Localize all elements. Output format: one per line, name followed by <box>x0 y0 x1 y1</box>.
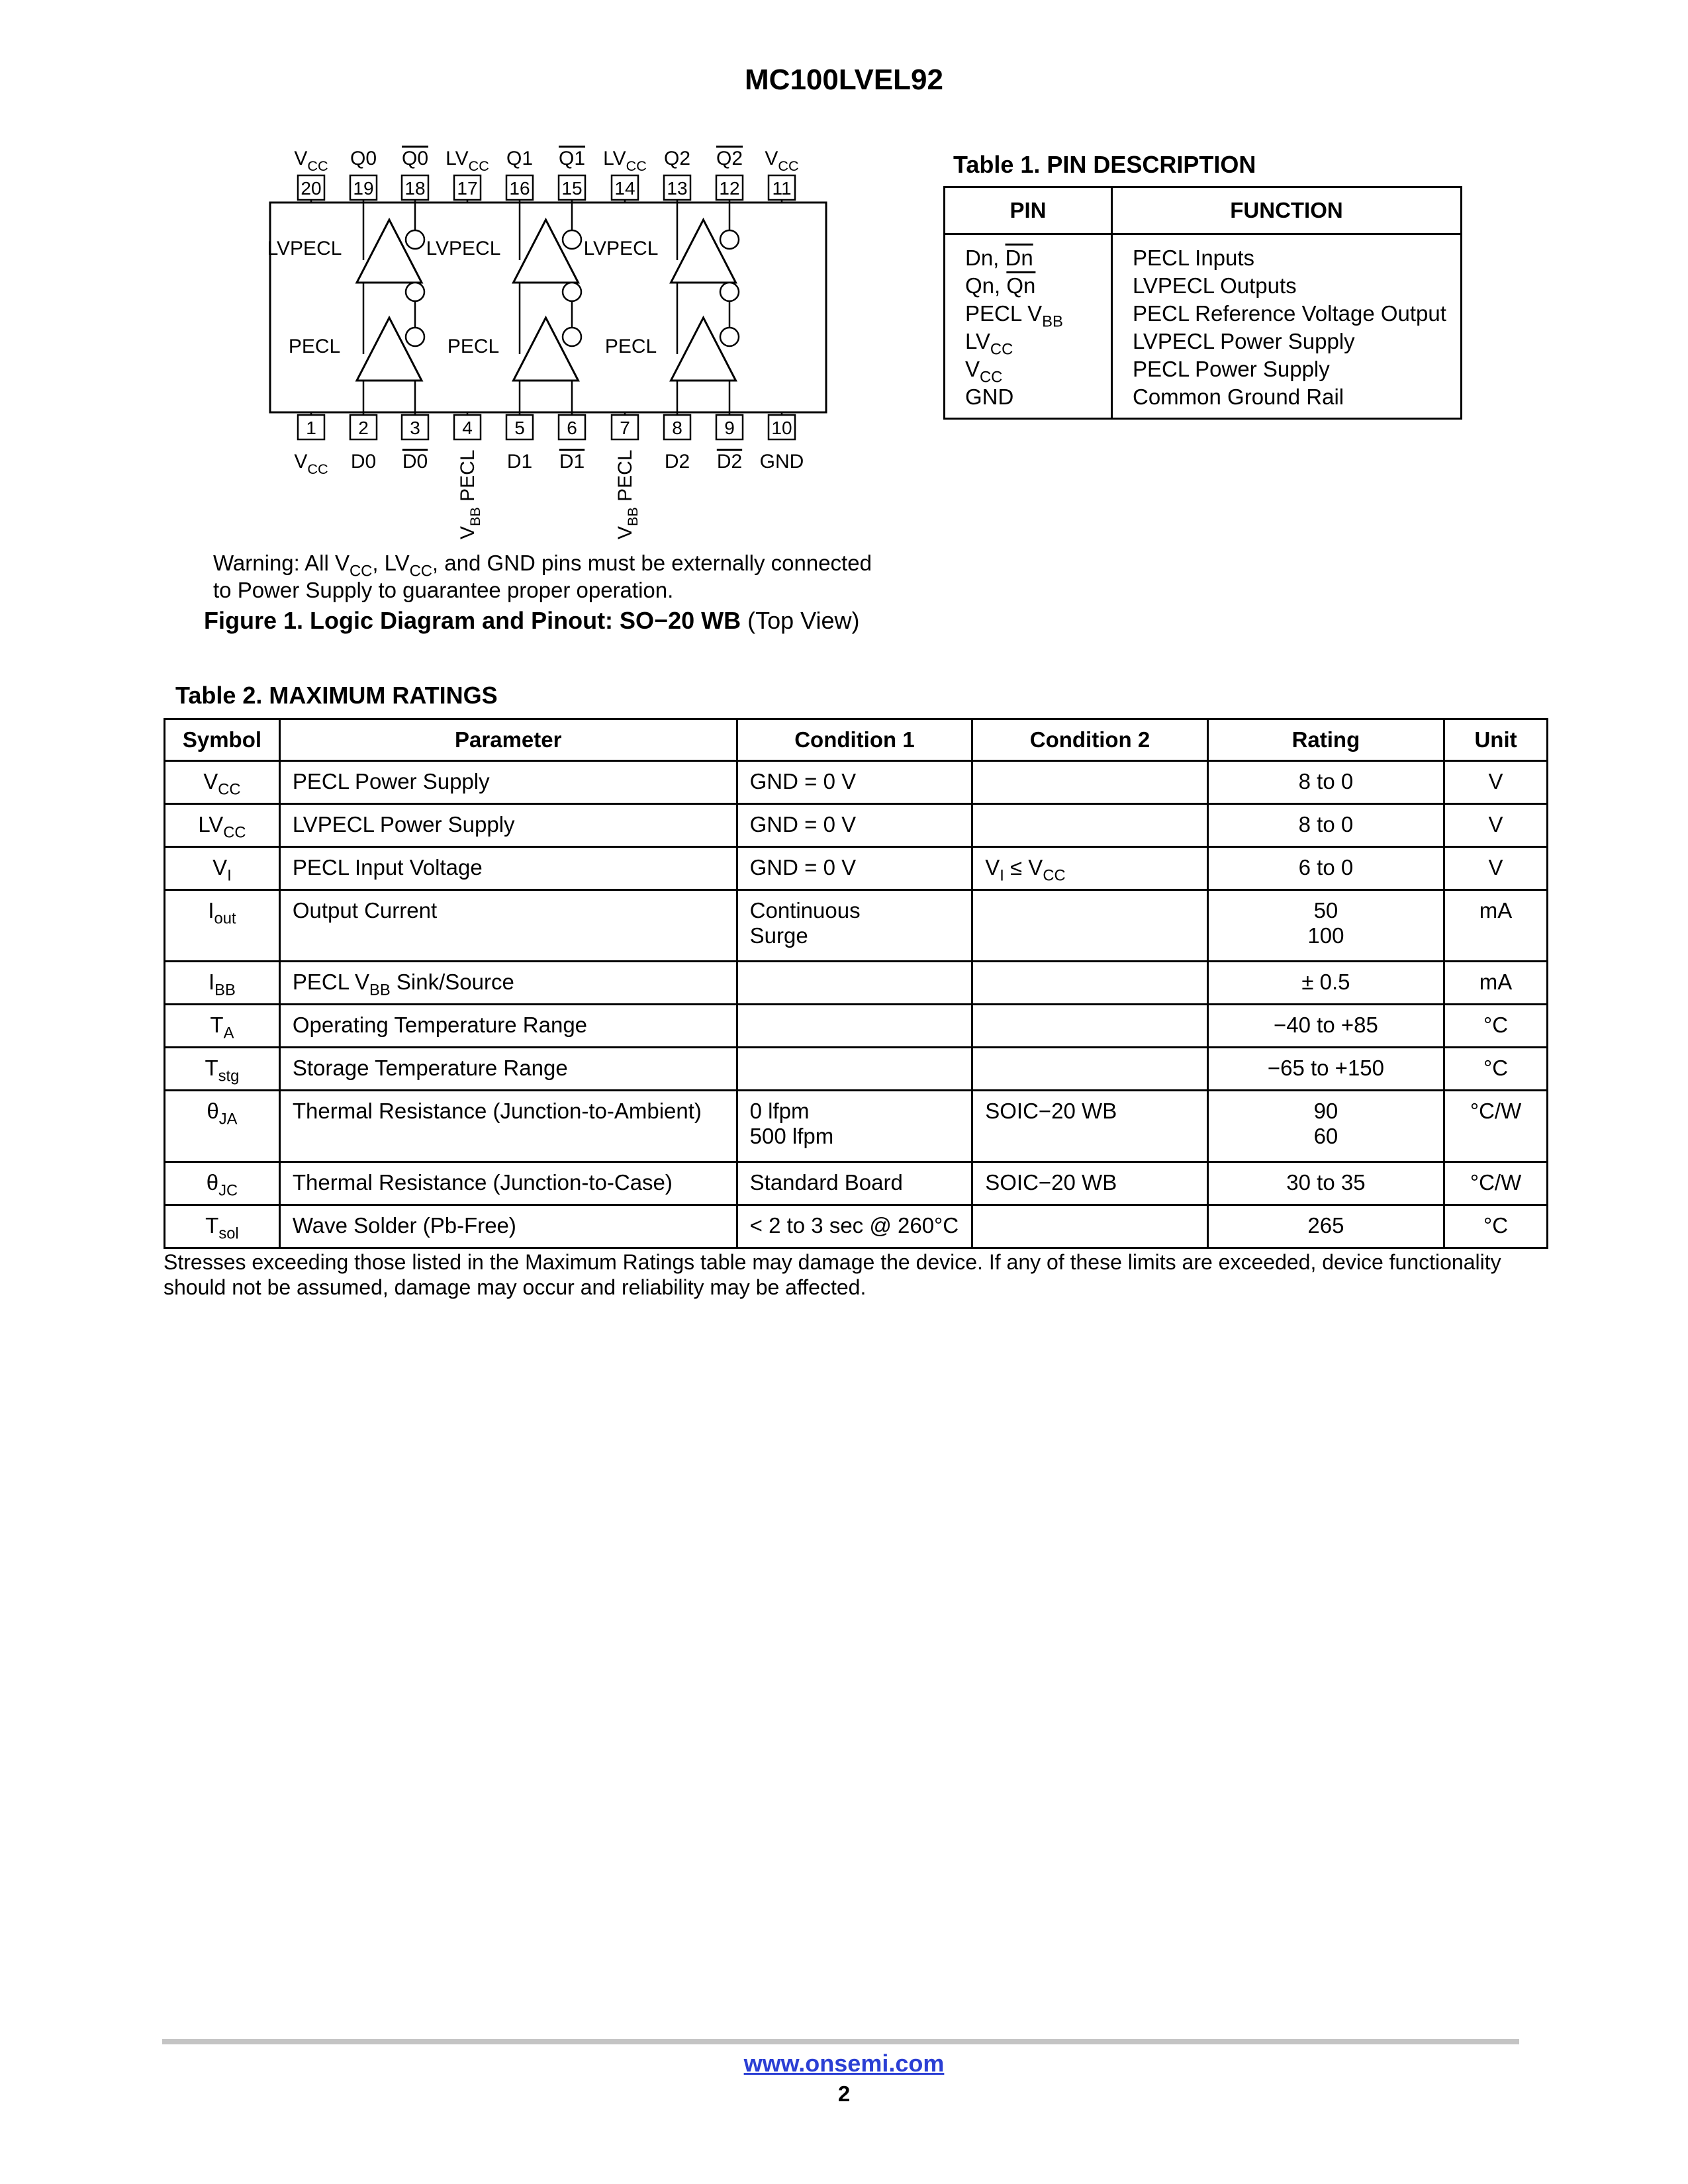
pin-label-top: Q1 <box>506 148 534 169</box>
pin-number: 15 <box>561 178 583 199</box>
pin-number: 10 <box>771 418 792 438</box>
stage-label-lvpecl: LVPECL <box>426 238 501 259</box>
pin-number: 7 <box>620 418 630 438</box>
pin-number: 8 <box>672 418 682 438</box>
warning-note: Warning: All $V_{CC}$, $LV_{CC}$, and GND pins must be externally connected to Power Supply to guarantee proper operation. <box>213 551 872 602</box>
stage-label-lvpecl: LVPECL <box>583 238 659 259</box>
pecl-buffer-triangle <box>514 318 579 381</box>
table2-header: Parameter <box>279 719 737 761</box>
pin-number: 6 <box>567 418 577 438</box>
table-row: $\theta_{JC}$ Thermal Resistance (Junction-to-Case) Standard Board SOIC−20 WB 30 to 35 °C/W <box>165 1162 1548 1205</box>
pin-number: 14 <box>614 178 635 199</box>
pin-label-top: $LV_{CC}$ <box>445 148 489 174</box>
pin-label-top: $LV_{CC}$ <box>603 148 647 174</box>
inverter-bubble <box>406 328 424 346</box>
pin-number: 4 <box>462 418 473 438</box>
pin-number: 11 <box>772 178 792 199</box>
logic-diagram <box>199 136 861 553</box>
stage-label-lvpecl: LVPECL <box>267 238 342 259</box>
pin-label-bottom: $V_{BB}$ PECL <box>614 449 641 539</box>
pin-number: 19 <box>353 178 374 199</box>
table-row: $I_{BB}$ PECL $V_{BB}$ Sink/Source ± 0.5 mA <box>165 962 1548 1005</box>
table1-header-function: FUNCTION <box>1112 187 1462 234</box>
pin-label-bottom: D0 <box>350 451 377 473</box>
pin-number: 16 <box>509 178 530 199</box>
pin-label-top: $V_{CC}$ <box>765 148 799 174</box>
lvpecl-buffer-triangle <box>671 220 736 283</box>
table-row: $\theta_{JA}$ Thermal Resistance (Junction-to-Ambient) 0 lfpm 500 lfpm SOIC−20 WB 90 60 °C/W <box>165 1091 1548 1162</box>
footer-website-link[interactable]: www.onsemi.com <box>743 2050 945 2077</box>
pin-number: 17 <box>457 178 478 199</box>
pin-label-bottom: D2 <box>664 451 690 473</box>
pecl-buffer-triangle <box>357 318 422 381</box>
pin-number: 9 <box>724 418 735 438</box>
footer-divider <box>162 2039 1519 2044</box>
pin-number: 2 <box>358 418 369 438</box>
pin-number: 3 <box>410 418 420 438</box>
inverter-bubble <box>720 283 739 301</box>
pin-label-top: Q0 <box>350 148 377 169</box>
table2-title: Table 2. MAXIMUM RATINGS <box>175 682 498 709</box>
table-row: $T_A$ Operating Temperature Range −40 to +85 °C <box>165 1005 1548 1048</box>
table1-pin-list: Dn, $\overline{Dn}$ Qn, $\overline{Qn}$ PECL $V_{BB}$ $LV_{CC}$ $V_{CC}$ GND <box>945 234 1112 419</box>
figure-caption: Figure 1. Logic Diagram and Pinout: SO−20 WB (Top View) <box>204 607 860 634</box>
pin-label-top: $V_{CC}$ <box>294 148 328 174</box>
table-row: $T_{sol}$ Wave Solder (Pb-Free) < 2 to 3 sec @ 260°C 265 °C <box>165 1205 1548 1248</box>
pecl-buffer-triangle <box>671 318 736 381</box>
inverter-bubble <box>406 283 424 301</box>
pin-label-bottom: D1 <box>506 451 533 473</box>
table-row: $V_{CC}$ PECL Power Supply GND = 0 V 8 to 0 V <box>165 761 1548 804</box>
table-row: $T_{stg}$ Storage Temperature Range −65 to +150 °C <box>165 1048 1548 1091</box>
pin-label-top: Q1 <box>558 148 586 169</box>
pin-label-bottom: D1 <box>559 451 585 473</box>
pin-label-bottom: GND <box>759 451 804 473</box>
pin-number: 5 <box>514 418 525 438</box>
pin-number: 13 <box>667 178 688 199</box>
table2-header: Condition 2 <box>972 719 1208 761</box>
inverter-bubble <box>720 328 739 346</box>
page-number: 2 <box>837 2081 851 2106</box>
table2-header: Condition 1 <box>737 719 972 761</box>
maximum-ratings-table <box>164 718 1548 1249</box>
stress-note: Stresses exceeding those listed in the Maximum Ratings table may damage the device. If any of these limits are exceeded, device functionality should not be assumed, damage may occur and reliability may be affected. <box>164 1250 1501 1299</box>
inverter-bubble <box>563 283 581 301</box>
table1-function-list: PECL Inputs LVPECL Outputs PECL Reference Voltage Output LVPECL Power Supply PECL Power Supply Common Ground Rail <box>1112 234 1462 419</box>
pin-label-top: Q2 <box>716 148 743 169</box>
pin-number: 12 <box>719 178 740 199</box>
inverter-bubble <box>563 230 581 249</box>
pin-number: 18 <box>404 178 426 199</box>
stage-label-pecl: PECL <box>288 336 341 357</box>
table2-header: Rating <box>1207 719 1444 761</box>
table1-title: Table 1. PIN DESCRIPTION <box>953 151 1256 178</box>
table-row: $LV_{CC}$ LVPECL Power Supply GND = 0 V 8 to 0 V <box>165 804 1548 847</box>
table-row: $V_I$ PECL Input Voltage GND = 0 V $V_I \le V_{CC}$ 6 to 0 V <box>165 847 1548 890</box>
table-row: $I_{out}$ Output Current Continuous Surge 50 100 mA <box>165 890 1548 962</box>
inverter-bubble <box>720 230 739 249</box>
table2-header: Unit <box>1444 719 1548 761</box>
pin-number: 20 <box>301 178 322 199</box>
stage-label-pecl: PECL <box>604 336 657 357</box>
pin-description-table <box>943 186 1462 420</box>
lvpecl-buffer-triangle <box>357 220 422 283</box>
pin-label-bottom: D0 <box>402 451 428 473</box>
pin-label-bottom: D2 <box>716 451 743 473</box>
pin-label-bottom: $V_{BB}$ PECL <box>457 449 483 539</box>
page-title: MC100LVEL92 <box>745 64 943 96</box>
inverter-bubble <box>563 328 581 346</box>
pin-number: 1 <box>306 418 316 438</box>
lvpecl-buffer-triangle <box>514 220 579 283</box>
stage-label-pecl: PECL <box>447 336 500 357</box>
pin-label-top: Q0 <box>401 148 429 169</box>
table2-header: Symbol <box>165 719 280 761</box>
pin-label-top: Q2 <box>663 148 691 169</box>
pin-label-bottom: $V_{CC}$ <box>294 451 328 477</box>
inverter-bubble <box>406 230 424 249</box>
table1-header-pin: PIN <box>945 187 1112 234</box>
